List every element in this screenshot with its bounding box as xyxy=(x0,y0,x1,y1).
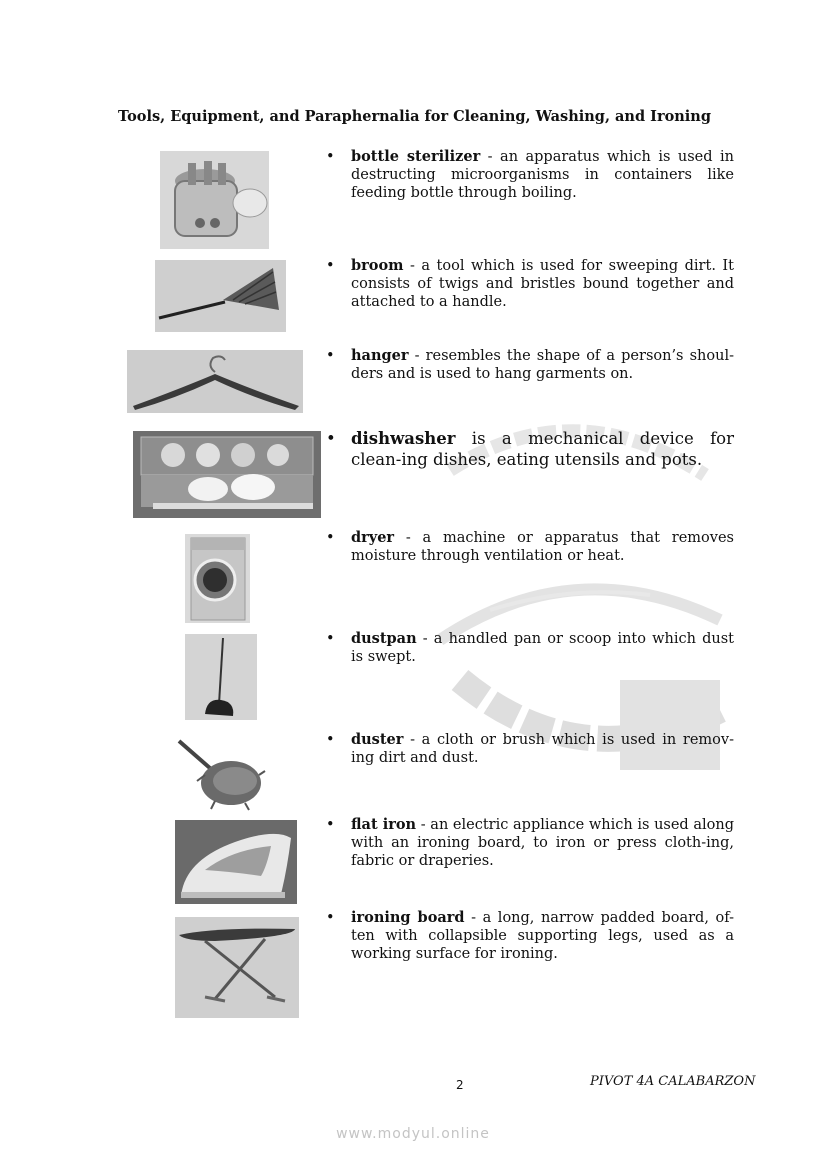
definition: - a cloth or brush which is used in remov-ing dirt and dust. xyxy=(351,732,734,766)
definition: - an electric appliance which is used along with an ironing board, to iron or press cloth-ing, fabric or draperies. xyxy=(351,817,734,869)
hanger-picture xyxy=(127,350,303,413)
list-item xyxy=(326,148,734,202)
list-item xyxy=(326,731,734,767)
list-item xyxy=(326,529,734,565)
term: hanger xyxy=(351,347,409,364)
broom-picture xyxy=(155,260,286,332)
list-item xyxy=(326,816,734,870)
bottle-sterilizer-icon xyxy=(160,151,269,249)
duster-picture xyxy=(175,735,268,811)
list-item xyxy=(326,630,734,666)
definition: - an apparatus which is used in destructing microorganisms in containers like feeding bottle through boiling. xyxy=(351,149,734,201)
list-item xyxy=(326,347,734,383)
website-watermark: www.modyul.online xyxy=(336,1126,490,1142)
dustpan-icon xyxy=(185,634,257,720)
duster-icon xyxy=(175,735,268,811)
term: dryer xyxy=(351,529,395,546)
page-number: 2 xyxy=(456,1078,464,1092)
definition: - a machine or apparatus that removes moisture through ventilation or heat. xyxy=(351,530,734,564)
bullet: • xyxy=(326,530,335,546)
dustpan-picture xyxy=(185,634,257,720)
definition: - a tool which is used for sweeping dirt. It consists of twigs and bristles bound together and attached to a handle. xyxy=(351,258,734,310)
list-item xyxy=(326,428,734,470)
definition: - resembles the shape of a person’s shoul-ders and is used to hang garments on. xyxy=(351,348,734,382)
bullet: • xyxy=(326,910,335,926)
term: flat iron xyxy=(351,816,417,833)
bullet: • xyxy=(326,348,335,364)
definition: - a handled pan or scoop into which dust is swept. xyxy=(351,631,734,665)
bullet: • xyxy=(326,149,335,165)
flat-iron-icon xyxy=(175,820,297,904)
term: bottle sterilizer xyxy=(351,148,481,165)
bullet: • xyxy=(326,429,336,448)
term: dustpan xyxy=(351,630,417,647)
bullet: • xyxy=(326,817,335,833)
dryer-picture xyxy=(185,534,250,623)
term: dishwasher xyxy=(351,429,456,448)
dryer-icon xyxy=(185,534,250,623)
list-item xyxy=(326,257,734,311)
definition: - a long, narrow padded board, of-ten with collapsible supporting legs, used as a working surface for ironing. xyxy=(351,910,734,962)
broom-icon xyxy=(155,260,286,332)
bullet: • xyxy=(326,258,335,274)
dishwasher-icon xyxy=(133,431,321,518)
bullet: • xyxy=(326,631,335,647)
dishwasher-picture xyxy=(133,431,321,518)
publisher-label: PIVOT 4A CALABARZON xyxy=(590,1074,756,1089)
hanger-icon xyxy=(127,350,303,413)
bullet: • xyxy=(326,732,335,748)
term: duster xyxy=(351,731,404,748)
term: ironing board xyxy=(351,909,465,926)
definition: is a mechanical device for clean-ing dishes, eating utensils and pots. xyxy=(351,429,734,469)
ironing-board-icon xyxy=(175,917,299,1018)
ironing-board-picture xyxy=(175,917,299,1018)
flat-iron-picture xyxy=(175,820,297,904)
page-title: Tools, Equipment, and Paraphernalia for Cleaning, Washing, and Ironing xyxy=(118,108,711,125)
term: broom xyxy=(351,257,404,274)
list-item xyxy=(326,909,734,963)
bottle-sterilizer-picture xyxy=(160,151,269,249)
